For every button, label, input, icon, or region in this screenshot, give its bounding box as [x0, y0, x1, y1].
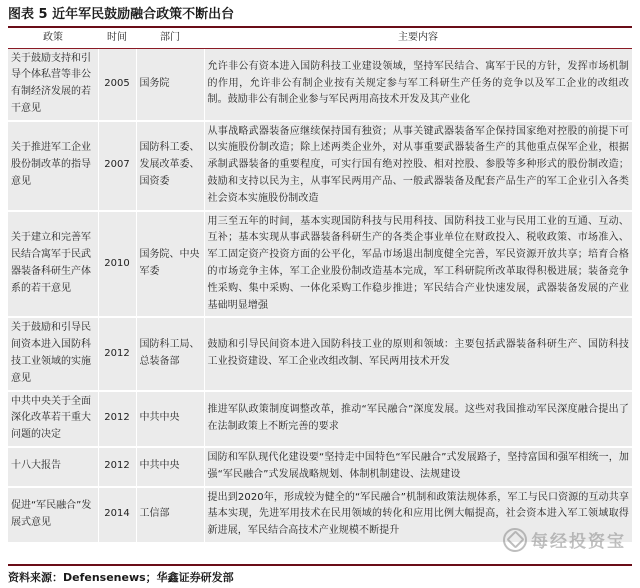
source-note: 资料来源：Defensenews；华鑫证券研发部	[8, 564, 632, 585]
dept-cell: 中共中央	[136, 391, 204, 447]
policy-cell: 十八大报告	[8, 447, 98, 487]
dept-cell: 中共中央	[136, 447, 204, 487]
policy-cell: 中共中央关于全面深化改革若干重大问题的决定	[8, 391, 98, 447]
dept-cell: 工信部	[136, 487, 204, 543]
policy-cell: 关于鼓励和引导民间资本进入国防科技工业领域的实施意见	[8, 317, 98, 390]
content-cell: 鼓励和引导民间资本进入国防科技工业的原则和领域：主要包括武器装备科研生产、国防科技工业投资建设、军工企业改组改制、军民两用技术开发	[204, 317, 632, 390]
table-row	[8, 121, 632, 211]
dept-cell: 国防科工委、发展改革委、国资委	[136, 121, 204, 211]
policy-cell: 关于建立和完善军民结合寓军于民武器装备科研生产体系的若干意见	[8, 211, 98, 318]
year-cell: 2014	[98, 487, 136, 543]
table-row	[8, 447, 632, 487]
policy-cell: 促进“军民融合”发展式意见	[8, 487, 98, 543]
header-year: 时间	[98, 30, 136, 48]
policy-cell: 关于鼓励支持和引导个体私营等非公有制经济发展的若干意见	[8, 48, 98, 121]
header-content: 主要内容	[204, 30, 632, 48]
year-cell: 2005	[98, 48, 136, 121]
content-cell: 用三至五年的时间，基本实现国防科技与民用科技、国防科技工业与民用工业的互通、互动、互补；基本实现从事武器装备科研生产的各类企事业单位在财政投入、税收政策、市场准入、军工固定资产投资方面的公平化，军品市场退出制度健全完善，军民资源开放共享；培育合格的市场竞争主体，军工企业股份制改造基本完成，军工科研院所改革取得积极进展；装备竞争性采购、集中采购、一体化采购工作稳步推进；军民结合产业快速发展，武器装备发展的产业基础明显增强	[204, 211, 632, 318]
header-dept: 部门	[136, 30, 204, 48]
table-row	[8, 48, 632, 121]
table-row	[8, 211, 632, 318]
header-policy: 政策	[8, 30, 98, 48]
figure-title: 图表 5 近年军民鼓励融合政策不断出台	[8, 6, 632, 28]
year-cell: 2007	[98, 121, 136, 211]
year-cell: 2010	[98, 211, 136, 318]
policy-table	[8, 30, 632, 544]
dept-cell: 国务院	[136, 48, 204, 121]
table-header-row	[8, 30, 632, 48]
content-cell: 国防和军队现代化建设要“坚持走中国特色“军民融合”式发展路子，坚持富国和强军相统一，加强“军民融合”式发展战略规划、体制机制建设、法规建设	[204, 447, 632, 487]
watermark-text: 每经投资宝	[531, 532, 626, 552]
table-row	[8, 487, 632, 543]
year-cell: 2012	[98, 317, 136, 390]
content-cell: 从事战略武器装备应继续保持国有独资；从事关键武器装备军企保持国家绝对控股的前提下可以实施股份制改造；除上述两类企业外，对从事重要武器装备生产的其他重点保军企业，根据承制武器装备的重要程度，可实行国有绝对控股、相对控股、参股等多种形式的股份制改造；鼓励和支持以民为主，从事军民两用产品、一般武器装备及配套产品生产的军工企业引入各类社会资本实施股份制改造	[204, 121, 632, 211]
table-row	[8, 317, 632, 390]
dept-cell: 国务院、中央军委	[136, 211, 204, 318]
dept-cell: 国防科工局、总装备部	[136, 317, 204, 390]
year-cell: 2012	[98, 391, 136, 447]
year-cell: 2012	[98, 447, 136, 487]
policy-cell: 关于推进军工企业股份制改革的指导意见	[8, 121, 98, 211]
content-cell: 推进军队政策制度调整改革，推动“军民融合”深度发展。这些对我国推动军民深度融合提出了在法制政策上不断完善的要求	[204, 391, 632, 447]
content-cell: 提出到2020年，形成较为健全的“军民融合”机制和政策法规体系，军工与民口资源的互动共享基本实现，先进军用技术在民用领域的转化和应用比例大幅提高，社会资本进入军工领域取得新进展，军民结合高技术产业规模不断提升	[204, 487, 632, 543]
table-row	[8, 391, 632, 447]
content-cell: 允许非公有资本进入国防科技工业建设领域，坚持军民结合、寓军于民的方针，发挥市场机制的作用，允许非公有制企业按有关规定参与军工科研生产任务的竞争以及军工企业的改组改制。鼓励非公有制企业参与军民两用高技术开发及其产业化	[204, 48, 632, 121]
